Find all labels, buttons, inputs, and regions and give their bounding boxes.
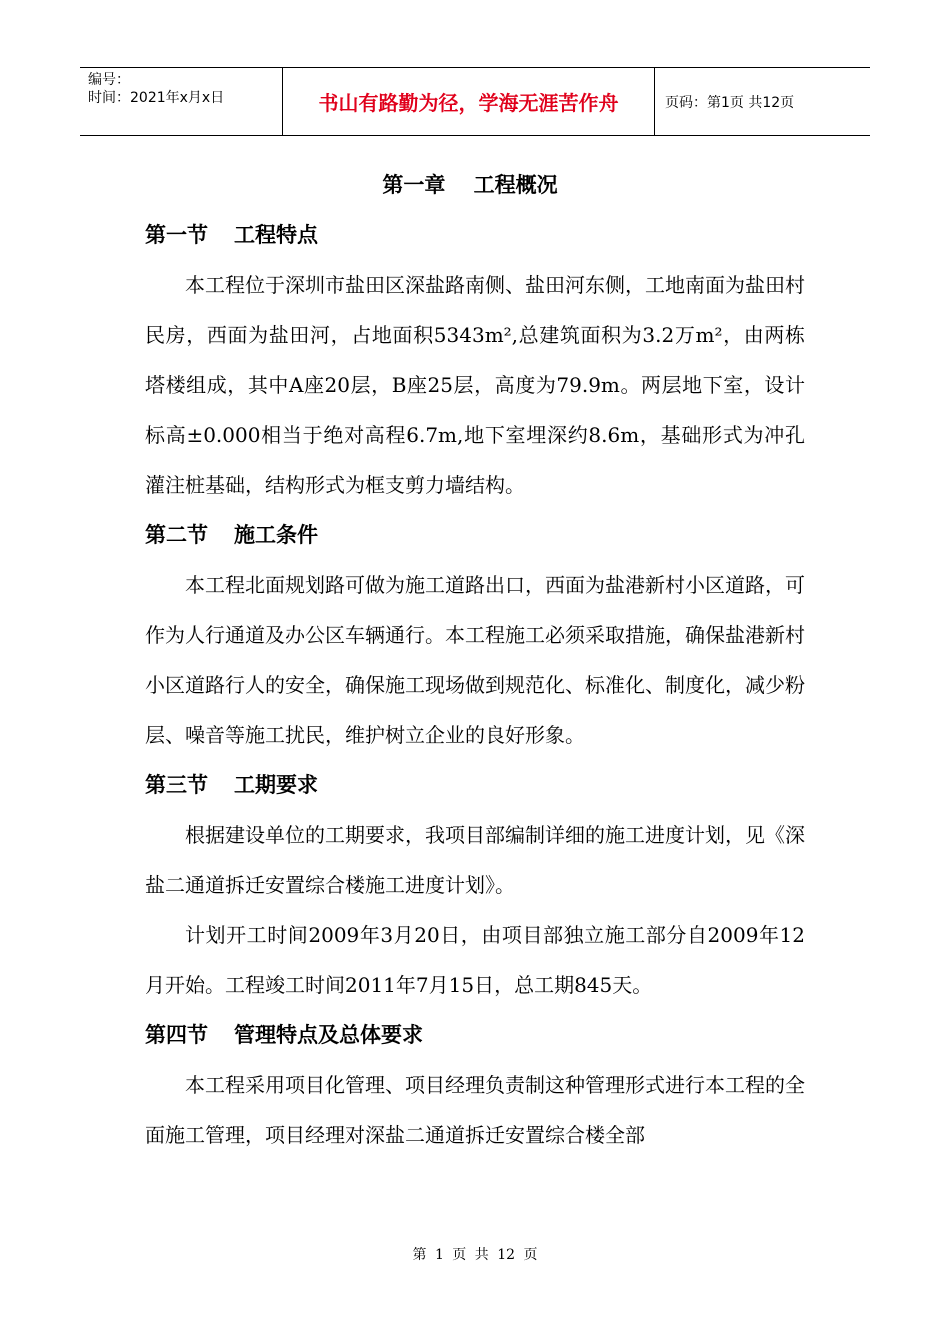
- page-footer: 第 1 页 共 12 页: [412, 1247, 538, 1263]
- paragraph: 本工程北面规划路可做为施工道路出口，西面为盐港新村小区道路，可作为人行通道及办公区车辆通行。本工程施工必须采取措施，确保盐港新村小区道路行人的安全，确保施工现场做到规范化、标准化、制度化，减少粉层、噪音等施工扰民，维护树立企业的良好形象。: [145, 573, 805, 747]
- header-meta: [80, 68, 282, 135]
- section-title: 管理特点及总体要求: [234, 1023, 423, 1047]
- document-body: [145, 160, 805, 1160]
- section-title: 工期要求: [234, 773, 318, 797]
- section-title: 施工条件: [234, 523, 318, 547]
- paragraph: 本工程采用项目化管理、项目经理负责制这种管理形式进行本工程的全面施工管理，项目经理对深盐二通道拆迁安置综合楼全部: [145, 1073, 805, 1147]
- number-label: 编号：: [88, 72, 130, 88]
- section-heading: [145, 1010, 805, 1060]
- chapter-title: 第一章 工程概况: [382, 173, 558, 197]
- section-heading: [145, 210, 805, 260]
- header-table: [80, 67, 870, 136]
- section-number: 第四节: [145, 1023, 208, 1047]
- time-label: 时间：2021年x月x日: [88, 90, 225, 106]
- paragraph: 本工程位于深圳市盐田区深盐路南侧、盐田河东侧，工地南面为盐田村民房，西面为盐田河，占地面积5343m²,总建筑面积为3.2万m²，由两栋塔楼组成，其中A座20层，B座25层，高度为79.9m。两层地下室，设计标高±0.000相当于绝对高程6.7m,地下室埋深约8.6m，基础形式为冲孔灌注桩基础，结构形式为框支剪力墙结构。: [145, 273, 805, 497]
- section-heading: [145, 760, 805, 810]
- section-number: 第三节: [145, 773, 208, 797]
- header-page-info: 页码：第1页 共12页: [665, 94, 795, 111]
- section-title: 工程特点: [234, 223, 318, 247]
- paragraph: 计划开工时间2009年3月20日，由项目部独立施工部分自2009年12月开始。工程竣工时间2011年7月15日，总工期845天。: [145, 923, 805, 997]
- section-number: 第一节: [145, 223, 208, 247]
- header-motto: 书山有路勤为径，学海无涯苦作舟: [282, 68, 655, 135]
- section-number: 第二节: [145, 523, 208, 547]
- section-heading: [145, 510, 805, 560]
- paragraph: 根据建设单位的工期要求，我项目部编制详细的施工进度计划，见《深盐二通道拆迁安置综合楼施工进度计划》。: [145, 823, 805, 897]
